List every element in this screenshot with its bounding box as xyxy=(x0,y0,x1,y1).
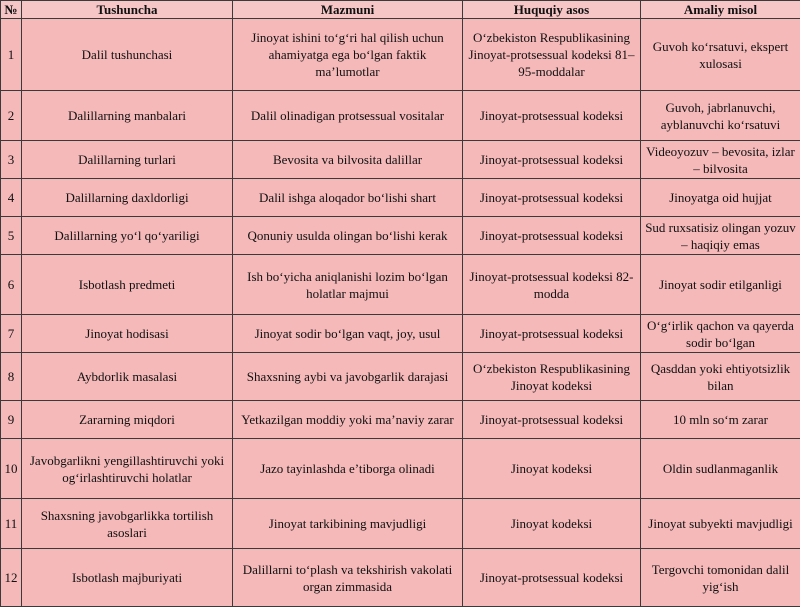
row-number: 4 xyxy=(1,179,22,217)
content-cell: Jinoyat ishini to‘g‘ri hal qilish uchun ahamiyatga ega bo‘lgan faktik ma’lumotlar xyxy=(233,19,463,91)
example-cell: Sud ruxsatisiz olingan yozuv – haqiqiy emas xyxy=(641,217,800,255)
header-row xyxy=(1,1,800,19)
table-row xyxy=(1,499,800,549)
table-row xyxy=(1,439,800,499)
header-content: Mazmuni xyxy=(233,1,463,19)
header-number: № xyxy=(1,1,22,19)
example-cell: Jinoyat subyekti mavjudligi xyxy=(641,499,800,549)
legal-basis-cell: Jinoyat-protsessual kodeksi xyxy=(463,217,641,255)
row-number: 1 xyxy=(1,19,22,91)
content-cell: Yetkazilgan moddiy yoki ma’naviy zarar xyxy=(233,401,463,439)
table-row xyxy=(1,353,800,401)
row-number: 5 xyxy=(1,217,22,255)
example-cell: Videoyozuv – bevosita, izlar – bilvosita xyxy=(641,141,800,179)
row-number: 9 xyxy=(1,401,22,439)
concept-cell: Dalillarning turlari xyxy=(22,141,233,179)
legal-basis-cell: Jinoyat-protsessual kodeksi 82-modda xyxy=(463,255,641,315)
row-number: 12 xyxy=(1,549,22,607)
legal-basis-cell: Jinoyat-protsessual kodeksi xyxy=(463,179,641,217)
example-cell: O‘g‘irlik qachon va qayerda sodir bo‘lgan xyxy=(641,315,800,353)
example-cell: Jinoyatga oid hujjat xyxy=(641,179,800,217)
legal-basis-cell: Jinoyat-protsessual kodeksi xyxy=(463,401,641,439)
header-concept: Tushuncha xyxy=(22,1,233,19)
table-row xyxy=(1,217,800,255)
concept-cell: Javobgarlikni yengillashtiruvchi yoki og‘irlashtiruvchi holatlar xyxy=(22,439,233,499)
table-row xyxy=(1,549,800,607)
example-cell: 10 mln so‘m zarar xyxy=(641,401,800,439)
legal-basis-cell: O‘zbekiston Respublikasining Jinoyat kodeksi xyxy=(463,353,641,401)
content-cell: Dalil ishga aloqador bo‘lishi shart xyxy=(233,179,463,217)
row-number: 3 xyxy=(1,141,22,179)
row-number: 2 xyxy=(1,91,22,141)
concept-cell: Dalillarning daxldorligi xyxy=(22,179,233,217)
legal-basis-cell: Jinoyat-protsessual kodeksi xyxy=(463,549,641,607)
content-cell: Qonuniy usulda olingan bo‘lishi kerak xyxy=(233,217,463,255)
legal-basis-cell: Jinoyat-protsessual kodeksi xyxy=(463,141,641,179)
header-practical-example: Amaliy misol xyxy=(641,1,800,19)
concept-cell: Isbotlash majburiyati xyxy=(22,549,233,607)
row-number: 11 xyxy=(1,499,22,549)
example-cell: Qasddan yoki ehtiyotsizlik bilan xyxy=(641,353,800,401)
row-number: 6 xyxy=(1,255,22,315)
example-cell: Guvoh ko‘rsatuvi, ekspert xulosasi xyxy=(641,19,800,91)
concept-cell: Isbotlash predmeti xyxy=(22,255,233,315)
concept-cell: Dalillarning yo‘l qo‘yariligi xyxy=(22,217,233,255)
concept-cell: Dalillarning manbalari xyxy=(22,91,233,141)
content-cell: Dalillarni to‘plash va tekshirish vakolati organ zimmasida xyxy=(233,549,463,607)
row-number: 7 xyxy=(1,315,22,353)
header-legal-basis: Huquqiy asos xyxy=(463,1,641,19)
example-cell: Oldin sudlanmaganlik xyxy=(641,439,800,499)
table-row xyxy=(1,255,800,315)
table-row xyxy=(1,141,800,179)
content-cell: Ish bo‘yicha aniqlanishi lozim bo‘lgan holatlar majmui xyxy=(233,255,463,315)
concept-cell: Dalil tushunchasi xyxy=(22,19,233,91)
content-cell: Jinoyat tarkibining mavjudligi xyxy=(233,499,463,549)
content-cell: Bevosita va bilvosita dalillar xyxy=(233,141,463,179)
table-row xyxy=(1,91,800,141)
example-cell: Tergovchi tomonidan dalil yig‘ish xyxy=(641,549,800,607)
table-row xyxy=(1,179,800,217)
legal-basis-cell: Jinoyat-protsessual kodeksi xyxy=(463,91,641,141)
content-cell: Shaxsning aybi va javobgarlik darajasi xyxy=(233,353,463,401)
table-row xyxy=(1,315,800,353)
row-number: 8 xyxy=(1,353,22,401)
legal-basis-cell: Jinoyat-protsessual kodeksi xyxy=(463,315,641,353)
table-row xyxy=(1,401,800,439)
concept-cell: Zararning miqdori xyxy=(22,401,233,439)
content-cell: Dalil olinadigan protsessual vositalar xyxy=(233,91,463,141)
row-number: 10 xyxy=(1,439,22,499)
example-cell: Jinoyat sodir etilganligi xyxy=(641,255,800,315)
legal-basis-cell: Jinoyat kodeksi xyxy=(463,439,641,499)
legal-basis-cell: Jinoyat kodeksi xyxy=(463,499,641,549)
table-row xyxy=(1,19,800,91)
example-cell: Guvoh, jabrlanuvchi, ayblanuvchi ko‘rsatuvi xyxy=(641,91,800,141)
concept-cell: Jinoyat hodisasi xyxy=(22,315,233,353)
content-cell: Jinoyat sodir bo‘lgan vaqt, joy, usul xyxy=(233,315,463,353)
content-cell: Jazo tayinlashda e’tiborga olinadi xyxy=(233,439,463,499)
legal-basis-cell: O‘zbekiston Respublikasining Jinoyat-protsessual kodeksi 81–95-moddalar xyxy=(463,19,641,91)
concept-cell: Shaxsning javobgarlikka tortilish asoslari xyxy=(22,499,233,549)
concept-cell: Aybdorlik masalasi xyxy=(22,353,233,401)
